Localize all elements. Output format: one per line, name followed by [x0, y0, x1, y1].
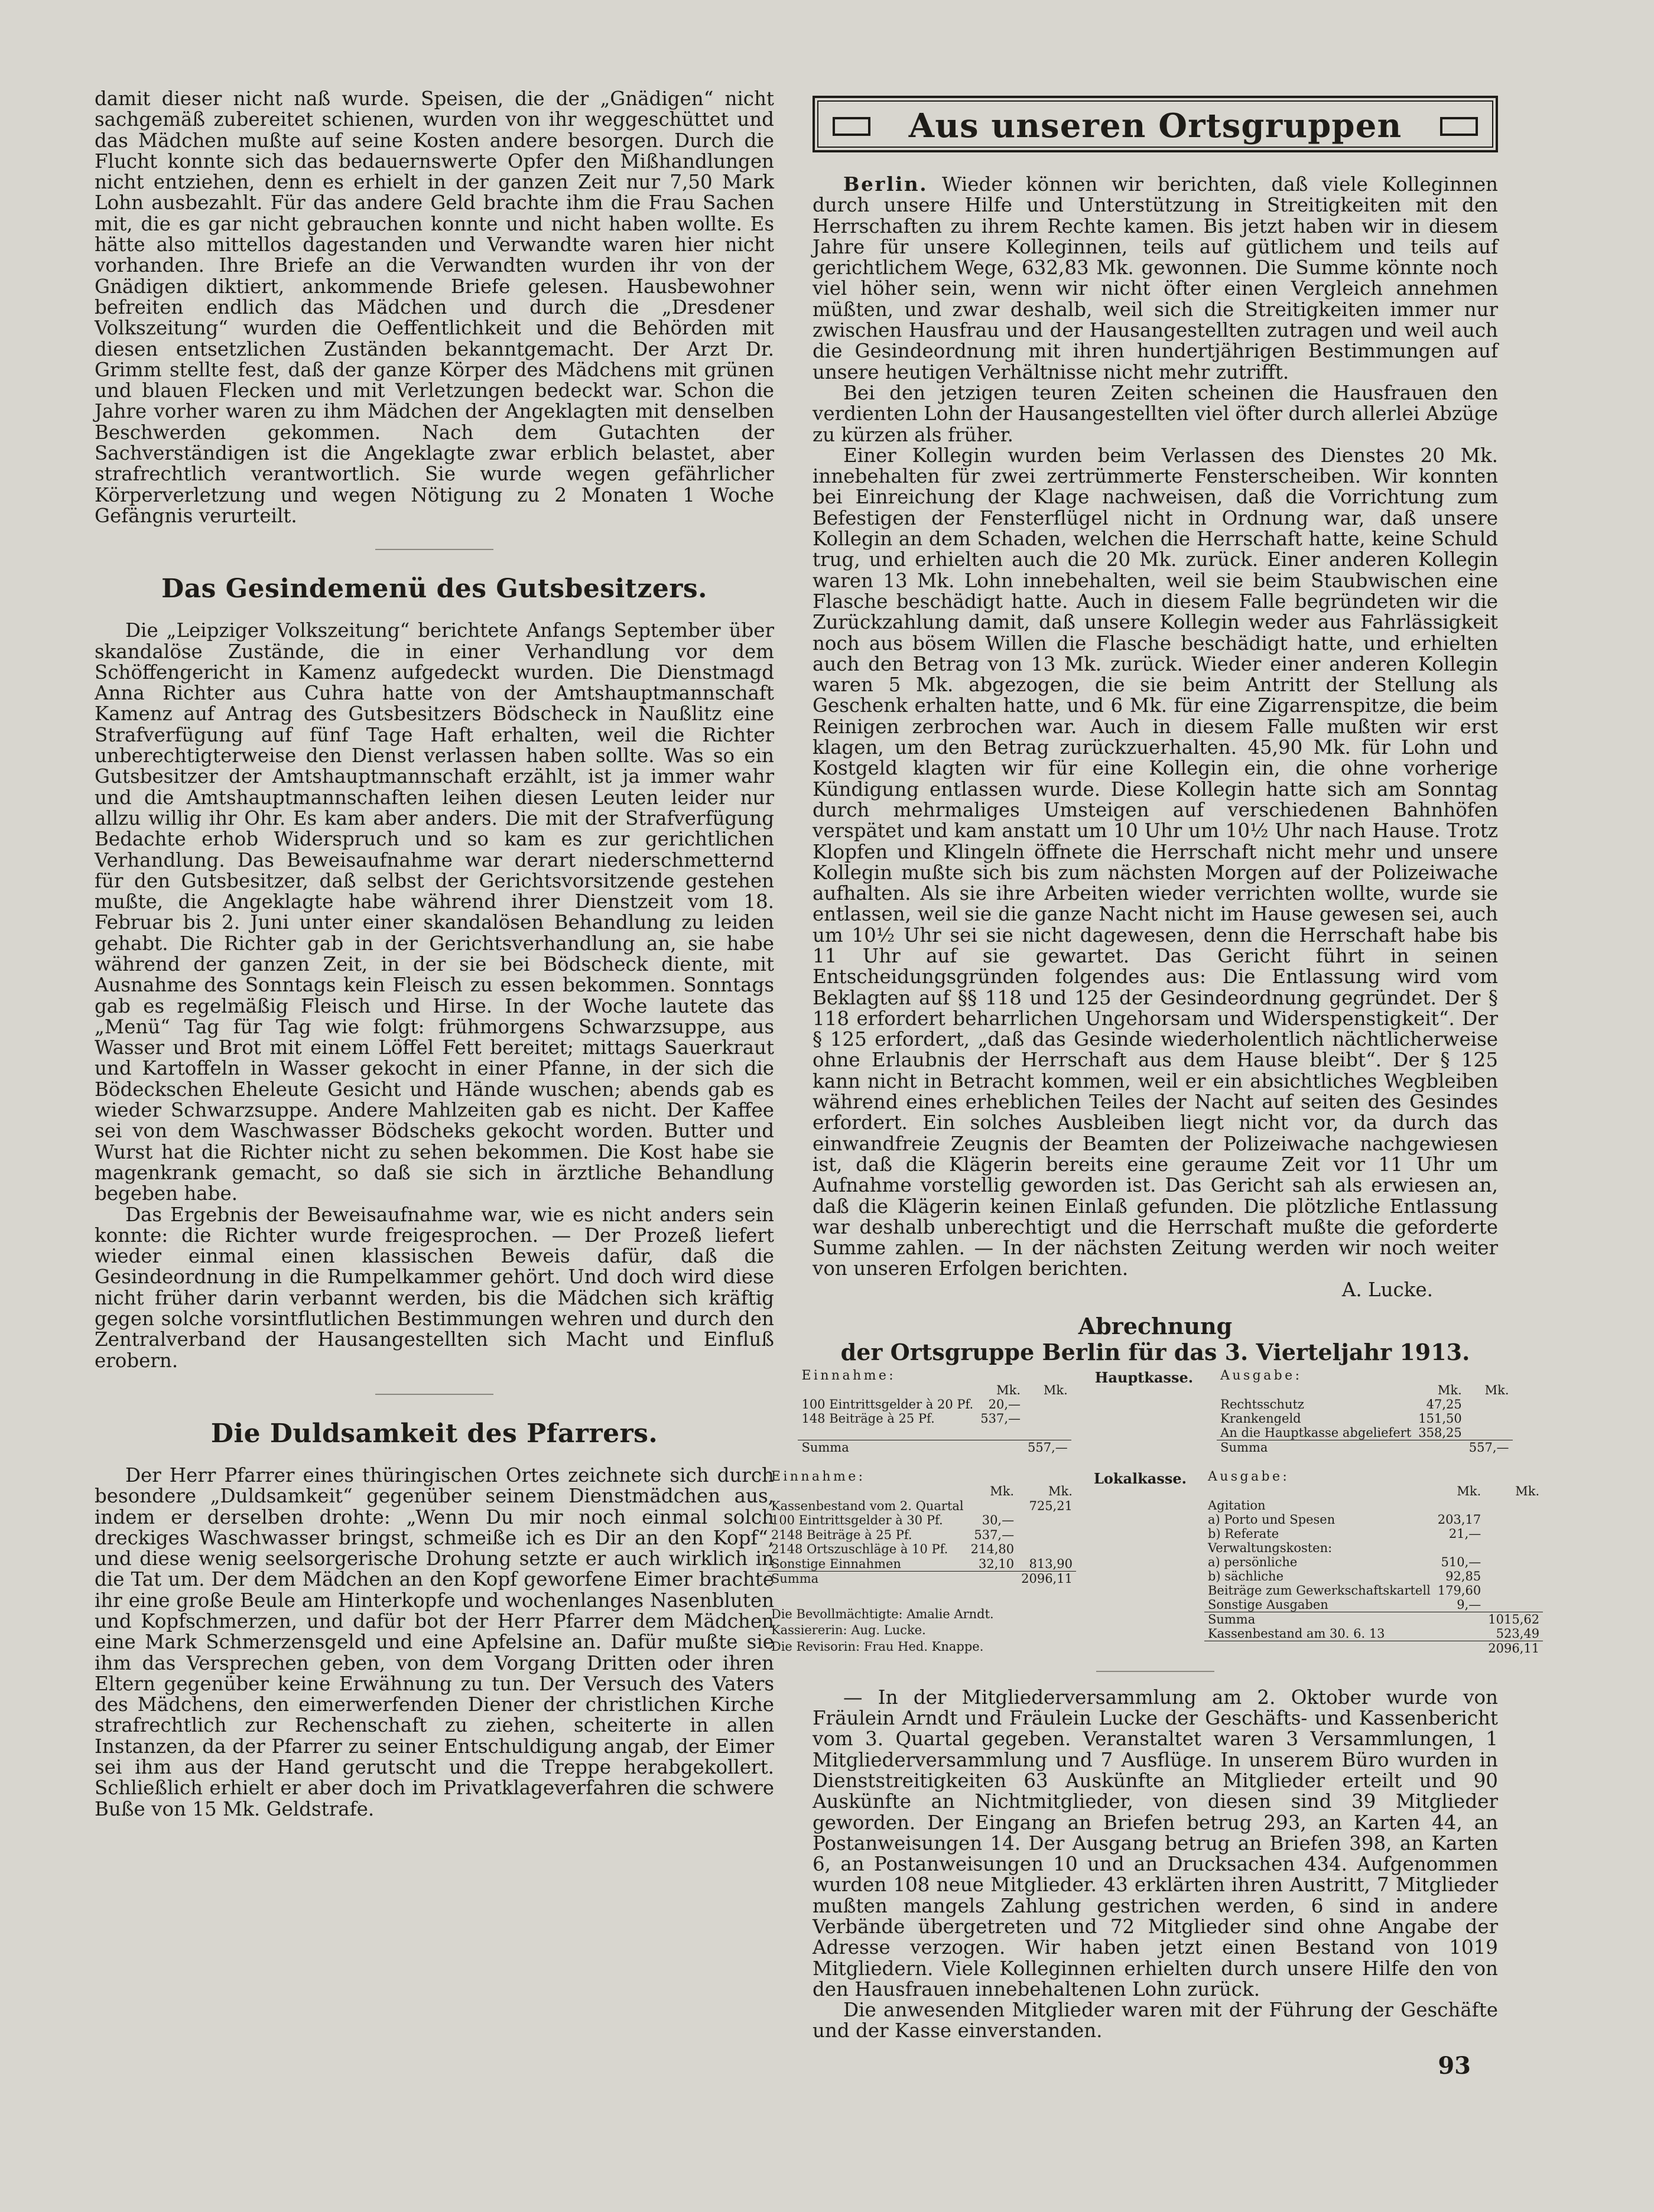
article-continuation: damit dieser nicht naß wurde. Speisen, die der „Gnädigen“ nicht sachgemäß zubereitet schienen, wurden von ihr weggeschüttet und das Mädchen mußte auf seine Kosten andere besorgen. Durch die Flucht konnte sich das bedauernswerte Opfer den Mißhandlungen nicht entziehen, denn es erhielt in der ganzen Zeit nur 7,50 Mark Lohn ausbezahlt. Für das andere Geld brachte ihm die Frau Sachen mit, die es gar nicht gebrauchen konnte und nicht haben wollte. Es hätte also mittellos dagestanden und Verwandte waren hier nicht vorhanden. Ihre Briefe an die Verwandten wurden ihr von der Gnädigen diktiert, ankommende Briefe gelesen. Hausbewohner befreiten endlich das Mädchen und durch die „Dresdener Volkszeitung“ wurden die Oeffentlichkeit und die Behörden mit diesen entsetzlichen Zuständen bekanntgemacht. Der Arzt Dr. Grimm stellte fest, daß der ganze Körper des Mädchens mit grünen und blauen Flecken und mit Verletzungen bedeckt war. Schon die Jahre vorher waren zu ihm Mädchen der Angeklagten mit denselben Beschwerden gekommen. Nach dem Gutachten der Sachverständigen ist die Angeklagte zwar erblich belastet, aber strafrechtlich verantwortlich. Sie wurde wegen gefährlicher Körperverletzung und wegen Nötigung zu 2 Monaten 1 Woche Gefängnis verurteilt.: [95, 87, 774, 527]
mk-header: Mk.: [1484, 1382, 1509, 1397]
heading-gesindemenue: Das Gesindemenü des Gutsbesitzers.: [161, 574, 707, 604]
table-row: Kassenbestand vom 2. Quartal 725,21: [771, 1498, 1073, 1513]
mk-header: Mk.: [1515, 1484, 1540, 1498]
table-row: Krankengeld 151,50: [1220, 1411, 1462, 1426]
hauptkasse-income-label: Einnahme:: [801, 1368, 896, 1383]
separator: [1096, 1671, 1214, 1672]
table-row: An die Hauptkasse abgeliefert 358,25: [1220, 1425, 1462, 1440]
table-row-summa: Summa 557,—: [798, 1440, 1071, 1455]
mk-header: Mk.: [1437, 1382, 1462, 1397]
table-row: 100 Eintrittsgelder à 20 Pf. 20,—: [801, 1397, 1021, 1411]
table-row: Sonstige Ausgaben 9,—: [1207, 1597, 1481, 1612]
mk-header: Mk.: [996, 1382, 1021, 1397]
hauptkasse-income-table: [798, 1369, 1071, 1455]
article-gesindemenue-p1: Die „Leipziger Volkszeitung“ berichtete Anfangs September über skandalöse Zustände, die in einer Verhandlung vor dem Schöffengericht in Kamenz aufgedeckt wurden. Die Dienstmagd Anna Richter aus Cuhra hatte von der Amtshauptmannschaft Kamenz auf Antrag des Gutsbesitzers Bödscheck in Naußlitz eine Strafverfügung auf fünf Tage Haft erhalten, weil die Richter unberechtigterweise den Dienst verlassen haben sollte. Was so ein Gutsbesitzer der Amtshauptmannschaft erzählt, ist ja immer wahr und die Amtshauptmannschaften leihen diesen Leuten leider nur allzu willig ihr Ohr. Es kam aber anders. Die mit der Strafverfügung Bedachte erhob Widerspruch und so kam es zur gerichtlichen Verhandlung. Das Beweisaufnahme war derart niederschmetternd für den Gutsbesitzer, daß selbst der Gerichtsvorsitzende gestehen mußte, die Angeklagte habe während ihrer Dienstzeit vom 18. Februar bis 2. Juni unter einer skandalösen Behandlung zu leiden gehabt. Die Richter gab in der Gerichtsverhandlung an, sie habe während der ganzen Zeit, in der sie bei Bödscheck diente, mit Ausnahme des Sonntags kein Fleisch zu essen bekommen. Sonntags gab es regelmäßig Fleisch und Hirse. In der Woche lautete das „Menü“ Tag für Tag wie folgt: frühmorgens Schwarzsuppe, aus Wasser und Brot mit einem Löffel Fett bereitet; mittags Sauerkraut und Kartoffeln in Wasser gekocht in einer Pfanne, in der sich die Bödeckschen Eheleute Gesicht und Hände wuschen; abends gab es wieder Schwarzsuppe. Andere Mahlzeiten gab es nicht. Der Kaffee sei von dem Waschwasser Bödscheks gekocht worden. Butter und Wurst hat die Richter nicht zu sehen bekommen. Die Kost habe sie magenkrank gemacht, so daß sie sich in ärztliche Behandlung begeben habe.: [95, 619, 774, 1205]
signature: A. Lucke.: [1341, 1278, 1433, 1301]
lokalkasse-title: Lokalkasse.: [1093, 1469, 1187, 1487]
hauptkasse-title: Hauptkasse.: [1094, 1368, 1194, 1386]
accounting-title: [813, 1313, 1498, 1365]
versammlung-report: — In der Mitgliederversammlung am 2. Oktober wurde von Fräulein Arndt und Fräulein Lucke der Geschäfts- und Kassenbericht vom 3. Quartal gegeben. Veranstaltet waren 3 Versammlungen, 1 Mitgliederversammlung und 7 Ausflüge. In unserem Büro wurden in Dienststreitigkeiten 63 Auskünfte an Mitglieder erteilt und 90 Auskünfte an Nichtmitglieder, von diesen sind 39 Mitglieder geworden. Der Eingang an Briefen betrug 293, an Karten 44, an Postanweisungen 14. Der Ausgang betrug an Briefen 398, an Karten 6, an Postanweisungen 10 und an Drucksachen 434. Aufgenommen wurden 108 neue Mitglieder. 43 erklärten ihren Austritt, 7 Mitglieder mußten mangels Zahlung gestrichen werden, 6 sind in andere Verbände übergetreten und 72 Mitglieder sind ohne Angabe der Adresse verzogen. Wir haben jetzt einen Bestand von 1019 Mitgliedern. Viele Kolleginnen erhielten durch unsere Hilfe den von den Hausfrauen innebehaltenen Lohn zurück.: [813, 1686, 1498, 2000]
table-row-bestand: Kassenbestand am 30. 6. 13 523,49: [1207, 1626, 1540, 1641]
table-row-summa: Summa 557,—: [1217, 1440, 1512, 1455]
table-row: Verwaltungskosten:: [1207, 1540, 1333, 1555]
hauptkasse-expense-table: [1217, 1369, 1512, 1455]
lokalkasse-expense-label: Ausgabe:: [1207, 1469, 1290, 1484]
table-row: Rechtsschutz 47,25: [1220, 1397, 1462, 1411]
table-row: 2148 Beiträge à 25 Pf. 537,—: [771, 1527, 1015, 1542]
signature-bevollmaechtigte: Die Bevollmächtigte: Amalie Arndt.: [771, 1606, 994, 1621]
versammlung-closing: Die anwesenden Mitglieder waren mit der Führung der Geschäfte und der Kasse einverstanden.: [813, 1999, 1498, 2042]
left-column: [95, 89, 774, 1820]
table-row-summa: Summa 1015,62: [1204, 1612, 1543, 1627]
signature-kassiererin: Kassiererin: Aug. Lucke.: [771, 1623, 926, 1638]
table-row: Beiträge zum Gewerkschaftskartell 179,60: [1207, 1583, 1481, 1598]
table-row: Sonstige Einnahmen 32,10 813,90: [771, 1556, 1073, 1571]
table-row: 2148 Ortszuschläge à 10 Pf. 214,80: [771, 1542, 1015, 1557]
right-column: [771, 89, 1540, 2042]
hauptkasse-block: [801, 1368, 1509, 1455]
table-row-total: 2096,11: [1204, 1641, 1543, 1655]
heading-duldsamkeit: Die Duldsamkeit des Pfarrers.: [210, 1418, 658, 1449]
table-row: Agitation: [1207, 1498, 1266, 1512]
mk-header: Mk.: [1043, 1382, 1068, 1397]
mk-header: Mk.: [1048, 1484, 1073, 1499]
section-banner: [813, 96, 1498, 152]
separator: [375, 1394, 493, 1395]
page-number: 93: [1438, 2052, 1471, 2080]
table-row-summa: Summa 2096,11: [768, 1572, 1076, 1586]
banner-box-right: [1440, 117, 1478, 136]
table-row: b) Referate 21,—: [1207, 1526, 1481, 1541]
signature-revisorin: Die Revisorin: Frau Hed. Knappe.: [771, 1640, 984, 1654]
separator: [375, 549, 493, 550]
berlin-lead: Berlin.: [843, 173, 928, 196]
berlin-report-p1: Wieder können wir berichten, daß viele Kolleginnen durch unsere Hilfe und Unterstützung in Streitigkeiten mit den Herrschaften zu ihrem Rechte kamen. Bis jetzt haben wir in diesem Jahre für unsere Kolleginnen, teils auf gütlichem und teils auf gerichtlichem Wege, 632,83 Mk. gewonnen. Die Summe könnte noch viel höher sein, wenn wir nicht öfter einen Vergleich annehmen müßten, und zwar deshalb, weil sich die Streitigkeiten immer nur zwischen Hausfrau und der Hausangestellten zutragen und weil auch die Gesindeordnung mit ihren hundertjährigen Bestimmungen auf unsere heutigen Verhältnisse nicht mehr zutrifft.: [813, 173, 1498, 383]
table-row: 100 Eintrittsgelder à 30 Pf. 30,—: [771, 1513, 1015, 1528]
accounting-section: [771, 1312, 1540, 1655]
lokalkasse-income-table: [768, 1470, 1076, 1655]
hauptkasse-expense-label: Ausgabe:: [1220, 1368, 1302, 1383]
lokalkasse-income-label: Einnahme:: [771, 1469, 866, 1484]
mk-header: Mk.: [990, 1484, 1015, 1499]
accounting-title-line1: Abrechnung: [1078, 1312, 1233, 1339]
article-gesindemenue-p2: Das Ergebnis der Beweisaufnahme war, wie es nicht anders sein konnte: die Richter wurde freigesprochen. — Der Prozeß liefert wieder einmal einen klassischen Beweis dafür, daß die Gesindeordnung in die Rumpelkammer gehört. Und doch wird diese nicht früher darin verbannt werden, bis die Mädchen sich kräftig gegen solche vorsintflutlichen Bestimmungen wehren und durch den Zentralverband der Hausangestellten sich Macht und Einfluß erobern.: [95, 1203, 774, 1372]
section-banner-title: Aus unseren Ortsgruppen: [908, 106, 1402, 145]
mk-header: Mk.: [1457, 1484, 1481, 1498]
table-row: a) persönliche 510,—: [1207, 1554, 1481, 1569]
berlin-report-p3: Einer Kollegin wurden beim Verlassen des Dienstes 20 Mk. innebehalten für zwei zertrümmerte Fensterscheiben. Wir konnten bei Einreichung der Klage nachweisen, daß die Vorrichtung zum Befestigen der Fensterflügel nicht in Ordnung war, daß unsere Kollegin an dem Schaden, welchen die Herrschaft hatte, keine Schuld trug, und erhielten auch die 20 Mk. zurück. Einer anderen Kollegin waren 13 Mk. Lohn innebehalten, weil sie beim Staubwischen eine Flasche beschädigt hatte. Auch in diesem Falle begründeten wir die Zurückzahlung damit, daß unsere Kollegin weder aus Fahrlässigkeit noch aus bösem Willen die Flasche beschädigt hatte, und erhielten auch den Betrag von 13 Mk. zurück. Wieder einer anderen Kollegin waren 5 Mk. abgezogen, die sie beim Antritt der Stellung als Geschenk erhalten hatte, und 6 Mk. für eine Zigarrenspitze, die beim Reinigen zerbrochen war. Auch in diesem Falle mußten wir erst klagen, um den Betrag zurückzuerhalten. 45,90 Mk. für Lohn und Kostgeld klagten wir für eine Kollegin ein, die ohne vorherige Kündigung entlassen wurde. Diese Kollegin hatte sich am Sonntag durch mehrmaliges Umsteigen auf verschiedenen Bahnhöfen verspätet und kam anstatt um 10 Uhr um 10½ Uhr nach Hause. Trotz Klopfen und Klingeln öffnete die Herrschaft nicht mehr und unsere Kollegin mußte sich bis zum nächsten Morgen auf der Polizeiwache aufhalten. Als sie ihre Arbeiten wieder verrichten wollte, wurde sie entlassen, weil sie die ganze Nacht nicht im Hause gewesen sei, auch um 10½ Uhr sei sie nicht dagewesen, denn die Herrschaft habe bis 11 Uhr auf sie gewartet. Das Gericht führt in seinen Entscheidungsgründen folgendes aus: Die Entlassung wird vom Beklagten auf §§ 118 und 125 der Gesindeordnung gegründet. Der § 118 erfordert beharrlichen Ungehorsam und Widerspenstigkeit“. Der § 125 erfordert, „daß das Gesinde wiederholentlich nächtlicherweise ohne Erlaubnis der Herrschaft aus dem Hause bleibt“. Der § 125 kann nicht in Betracht kommen, weil er ein absichtliches Wegbleiben während eines erheblichen Teiles der Nacht auf seiten des Gesindes erfordert. Ein solches Ausbleiben liegt nicht vor, da durch das einwandfreie Zeugnis der Beamten der Polizeiwache nachgewiesen ist, daß die Klägerin bereits eine geraume Zeit vor 11 Uhr um Aufnahme vorstellig geworden ist. Das Gericht sah als erwiesen an, daß die Klägerin keinen Einlaß gefunden. Die plötzliche Entlassung war deshalb unberechtigt und die Herrschaft mußte die geforderte Summe zahlen. — In der nächsten Zeitung werden wir noch weiter von unseren Erfolgen berichten.: [813, 444, 1498, 1280]
berlin-report-p2: Bei den jetzigen teuren Zeiten scheinen die Hausfrauen den verdienten Lohn der Hausangestellten viel öfter durch allerlei Abzüge zu kürzen als früher.: [813, 381, 1498, 446]
article-duldsamkeit: Der Herr Pfarrer eines thüringischen Ortes zeichnete sich durch besondere „Duldsamkeit“ gegenüber seinem Dienstmädchen aus, indem er derselben drohte: „Wenn Du mir noch einmal solch dreckiges Waschwasser bringst, schmeiße ich es Dir an den Kopf“, und diese wenig seelsorgerische Drohung setzte er auch wirklich in die Tat um. Der dem Mädchen an den Kopf geworfene Eimer brachte ihr eine große Beule am Hinterkopfe und wochenlanges Nasenbluten und Kopfschmerzen, und dafür bot der Herr Pfarrer dem Mädchen eine Mark Schmerzensgeld und eine Apfelsine an. Dafür mußte sie ihm das Versprechen geben, von dem Vorgang Dritten oder ihren Eltern gegenüber keine Erwähnung zu tun. Der Versuch des Vaters des Mädchens, den eimerwerfenden Diener der christlichen Kirche strafrechtlich zur Rechenschaft zu ziehen, scheiterte in allen Instanzen, da der Pfarrer zu seiner Entschuldigung angab, der Eimer sei ihm aus der Hand gerutscht und die Treppe herabgekollert. Schließlich erhielt er aber doch im Privatklageverfahren die schwere Buße von 15 Mk. Geldstrafe.: [95, 1463, 774, 1820]
table-row: 148 Beiträge à 25 Pf. 537,—: [801, 1411, 1021, 1426]
table-row: b) sächliche 92,85: [1207, 1569, 1481, 1583]
lokalkasse-block: [771, 1469, 1540, 1655]
table-row: a) Porto und Spesen 203,17: [1207, 1512, 1481, 1527]
accounting-title-line2: der Ortsgruppe Berlin für das 3. Vierteljahr 1913.: [840, 1338, 1470, 1365]
lokalkasse-expense-table: [1204, 1470, 1543, 1655]
